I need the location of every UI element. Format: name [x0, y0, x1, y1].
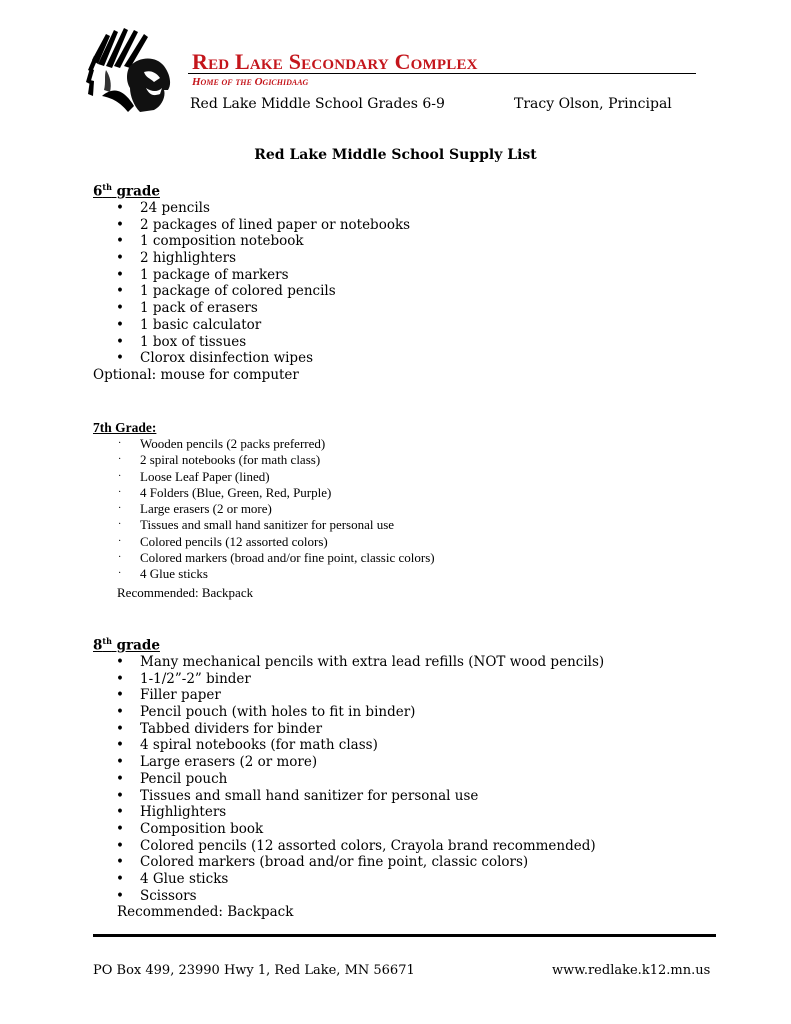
bullet-icon: • [116, 837, 124, 854]
bullet-icon: • [116, 654, 124, 670]
list-item: • 1-1/2”-2” binder [116, 670, 251, 687]
chief-headdress-logo-icon [84, 26, 176, 116]
list-item: • 1 box of tissues [116, 333, 247, 350]
document-title: Red Lake Middle School Supply List [254, 147, 537, 163]
bullet-icon: · [118, 454, 122, 466]
bullet-icon: • [116, 887, 124, 904]
list-item: • 1 package of markers [116, 266, 289, 283]
bullet-icon: • [116, 820, 124, 837]
note-6th-grade: Optional: mouse for computer [93, 367, 299, 383]
bullet-icon: • [116, 804, 124, 821]
list-item: · Colored pencils (12 assorted colors) [118, 533, 328, 549]
list-item: • Tissues and small hand sanitizer for personal use [116, 787, 479, 804]
supply-list-6th-grade [0, 200, 410, 367]
list-item: • Large erasers (2 or more) [116, 754, 318, 771]
bullet-icon: • [116, 250, 124, 267]
list-item: · Large erasers (2 or more) [118, 501, 272, 517]
section-heading-7th-grade: 7th Grade: [93, 420, 157, 435]
bullet-icon: · [118, 535, 122, 547]
bullet-icon: · [118, 519, 122, 531]
list-item: • 1 pack of erasers [116, 300, 258, 317]
list-item: • Filler paper [116, 687, 221, 704]
section-heading-6th-grade: 6th grade [93, 182, 160, 200]
section-heading-8th-grade: 8th grade [93, 636, 160, 654]
bullet-icon: • [116, 670, 124, 687]
note-8th-grade: Recommended: Backpack [117, 904, 294, 920]
bullet-icon: • [116, 350, 124, 367]
bullet-icon: • [116, 283, 124, 300]
bullet-icon: • [116, 300, 124, 317]
supply-list-7th-grade [0, 436, 435, 583]
list-item: • Scissors [116, 887, 197, 904]
list-item: • 1 basic calculator [116, 316, 262, 333]
bullet-icon: • [116, 704, 124, 721]
list-item: • Composition book [116, 820, 264, 837]
bullet-icon: • [116, 333, 124, 350]
list-item: · Wooden pencils (2 packs preferred) [118, 436, 326, 451]
list-item: • 2 highlighters [116, 250, 236, 267]
list-item: • 4 Glue sticks [116, 870, 229, 887]
list-item: • Tabbed dividers for binder [116, 720, 323, 737]
footer-address: PO Box 499, 23990 Hwy 1, Red Lake, MN 56671 [93, 963, 415, 978]
bullet-icon: • [116, 216, 124, 233]
note-7th-grade: Recommended: Backpack [117, 585, 254, 600]
list-item: • 2 packages of lined paper or notebooks [116, 216, 411, 233]
list-item: • Pencil pouch [116, 770, 228, 787]
list-item: · Colored markers (broad and/or fine point, classic colors) [118, 550, 435, 566]
bullet-icon: • [116, 687, 124, 704]
bullet-icon: • [116, 720, 124, 737]
school-grades-line: Red Lake Middle School Grades 6-9 [190, 96, 445, 112]
footer-rule [93, 934, 716, 937]
bullet-icon: · [118, 568, 122, 580]
bullet-icon: · [118, 486, 122, 498]
list-item: · 4 Glue sticks [118, 566, 208, 582]
list-item: · 2 spiral notebooks (for math class) [118, 452, 321, 468]
bullet-icon: • [116, 787, 124, 804]
list-item: • Colored pencils (12 assorted colors, Crayola brand recommended) [116, 837, 596, 854]
bullet-icon: · [118, 438, 122, 449]
list-item: • Colored markers (broad and/or fine point, classic colors) [116, 854, 529, 871]
bullet-icon: • [116, 316, 124, 333]
bullet-icon: • [116, 870, 124, 887]
principal-name: Tracy Olson, Principal [514, 96, 672, 112]
header-rule [188, 73, 696, 74]
list-item: • 4 spiral notebooks (for math class) [116, 737, 378, 754]
list-item: • Clorox disinfection wipes [116, 350, 313, 367]
list-item: · 4 Folders (Blue, Green, Red, Purple) [118, 484, 332, 500]
bullet-icon: • [116, 770, 124, 787]
list-item: • Pencil pouch (with holes to fit in binder) [116, 704, 416, 721]
list-item: · Loose Leaf Paper (lined) [118, 468, 270, 484]
list-item: · Tissues and small hand sanitizer for personal use [118, 517, 395, 533]
list-item: • Highlighters [116, 804, 227, 821]
list-item: • 24 pencils [116, 200, 210, 216]
bullet-icon: • [116, 854, 124, 871]
supply-list-8th-grade [0, 654, 604, 904]
bullet-icon: · [118, 503, 122, 515]
bullet-icon: • [116, 233, 124, 250]
list-item: • 1 composition notebook [116, 233, 304, 250]
list-item: • 1 package of colored pencils [116, 283, 336, 300]
bullet-icon: · [118, 552, 122, 564]
bullet-icon: · [118, 470, 122, 482]
footer-website-link[interactable]: www.redlake.k12.mn.us [552, 963, 711, 978]
school-tagline: Home of the Ogichidaag [192, 76, 309, 88]
list-item: • Many mechanical pencils with extra lead refills (NOT wood pencils) [116, 654, 605, 670]
bullet-icon: • [116, 200, 124, 216]
school-name: Red Lake Secondary Complex [192, 49, 478, 74]
bullet-icon: • [116, 754, 124, 771]
bullet-icon: • [116, 737, 124, 754]
bullet-icon: • [116, 266, 124, 283]
